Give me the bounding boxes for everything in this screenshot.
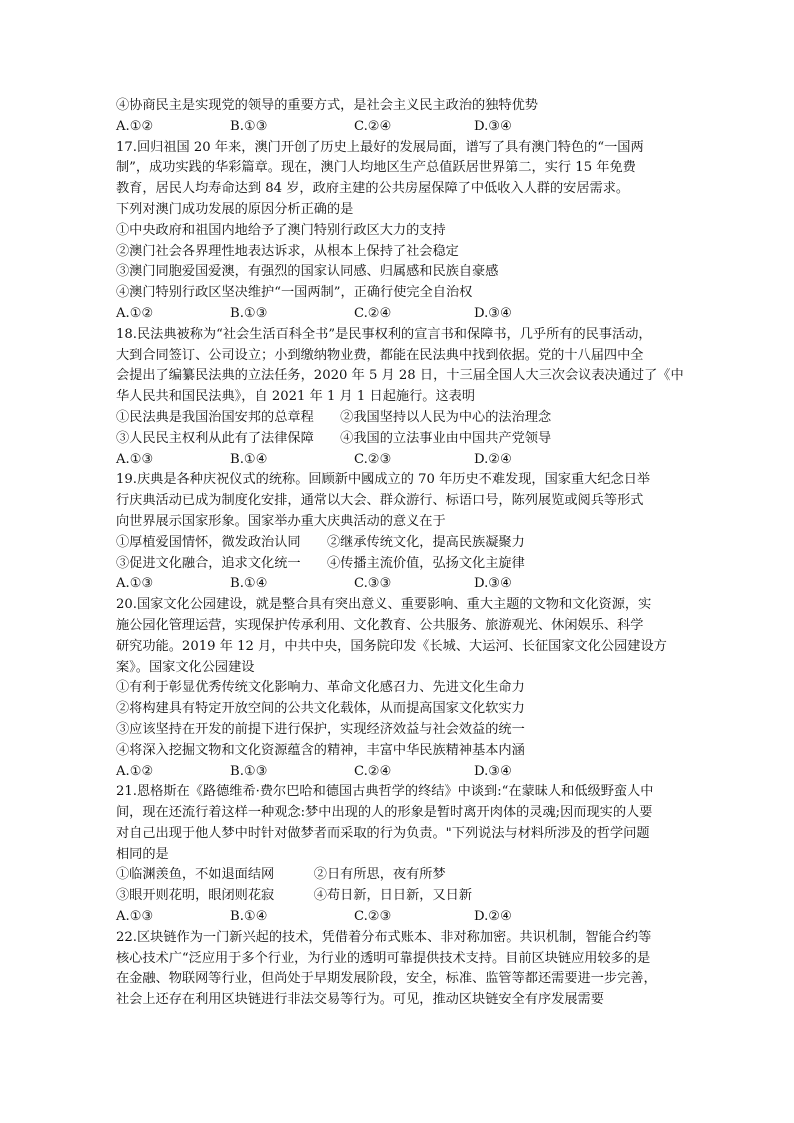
text-line: ③眼开则花明，眼闭则花寂 ④苟日新，日日新，又日新 — [116, 888, 473, 904]
text-line: 华人民共和国民法典》，自 2021 年 1 月 1 日起施行。这表明 — [116, 389, 476, 405]
text-line: 向世界展示国家形象。国家举办重大庆典活动的意义在于 — [116, 513, 446, 529]
text-line: 在金融、物联网等行业，但尚处于早期发展阶段，安全，标准、监管等都还需要进一步完善， — [116, 971, 657, 987]
answer-options — [116, 574, 684, 595]
text-line: ②澳门社会各界理性地表达诉求，从根本上保持了社会稳定 — [116, 243, 459, 259]
answer-option: A.①② — [116, 305, 154, 321]
text-line: 22.区块链作为一门新兴起的技术，凭借着分布式账本、非对称加密。共识机制，智能合约等 — [116, 929, 652, 945]
text-line: ①民法典是我国治国安邦的总章程 ②我国坚持以人民为中心的法治理念 — [116, 409, 552, 425]
text-line: ③应该坚持在开发的前提下进行保护，实现经济效益与社会效益的统一 — [116, 721, 525, 737]
answer-options — [116, 907, 684, 928]
text-line: ①有利于彰显优秀传统文化影响力、革命文化感召力、先进文化生命力 — [116, 680, 525, 696]
text-line: ②将构建具有特定开放空间的公共文化载体，从而提高国家文化软实力 — [116, 701, 525, 717]
answer-option: D.③④ — [474, 118, 512, 134]
text-line: 核心技术广“泛应用于多个行业，为行业的透明可靠提供技术支持。目前区块链应用较多的是 — [116, 950, 651, 966]
text-line: ①临渊羡鱼，不如退面结网 ②日有所思，夜有所梦 — [116, 867, 446, 883]
answer-option: C.②④ — [354, 763, 392, 779]
text-line: 社会上还存在利用区块链进行非法交易等行为。可见，推动区块链安全有序发展需要 — [116, 992, 604, 1008]
answer-option: D.②④ — [474, 909, 512, 925]
text-line: 下列对澳门成功发展的原因分析正确的是 — [116, 201, 354, 217]
answer-option: C.②④ — [354, 118, 392, 134]
text-line: 教育，居民人均寿命达到 84 岁，政府主建的公共房屋保障了中低收入人群的安居需求。 — [116, 181, 630, 197]
text-line: 施公园化管理运营，实现保护传承利用、文化教育、公共服务、旅游观光、休闲娱乐、科学 — [116, 617, 644, 633]
text-line: ③促进文化融合，追求文化统一 ④传播主流价值，弘扬文化主旋律 — [116, 555, 525, 571]
text-line: 制”，成功实践的华彩篇章。现在，澳门人均地区生产总值跃居世界第二，实行 15 年免费 — [116, 160, 636, 176]
answer-option: C.②③ — [354, 909, 392, 925]
answer-options — [116, 450, 684, 471]
answer-option: B.①③ — [230, 305, 268, 321]
answer-option: C.②③ — [354, 451, 392, 467]
text-line: 案》。国家文化公园建设 — [116, 659, 255, 675]
text-line: 17.回归祖国 20 年来，澳门开创了历史上最好的发展局面，谱写了具有澳门特色的“一国两 — [116, 139, 644, 155]
text-line: ④协商民主是实现党的领导的重要方式，是社会主义民主政治的独特优势 — [116, 98, 538, 113]
text-line: ①中央政府和祖国内地给予了澳门特别行政区大力的支持 — [116, 222, 446, 238]
text-line: ③人民民主权利从此有了法律保障 ④我国的立法事业由中国共产党领导 — [116, 430, 552, 446]
answer-option: B.①③ — [230, 118, 268, 134]
text-line: 对自己出现于他人梦中时针对做梦者而采取的行为负责。"下列说法与材料所涉及的哲学问题 — [116, 825, 650, 841]
answer-option: D.③④ — [474, 763, 512, 779]
answer-option: B.①④ — [230, 451, 268, 467]
answer-option: A.①② — [116, 763, 154, 779]
answer-options — [116, 117, 684, 138]
answer-options — [116, 762, 684, 783]
answer-option: A.①③ — [116, 909, 154, 925]
text-line: 18.民法典被称为“社会生活百科全书”是民事权利的宣言书和保障书，几乎所有的民事活动， — [116, 326, 652, 342]
answer-option: A.①② — [116, 118, 154, 134]
answer-option: D.②④ — [474, 451, 512, 467]
answer-option: B.①④ — [230, 576, 268, 592]
answer-options — [116, 304, 684, 325]
text-line: 大到合同签订、公司设立；小到缴纳物业费，都能在民法典中找到依据。党的十八届四中全 — [116, 347, 644, 363]
exam-page — [116, 96, 684, 1011]
answer-option: B.①④ — [230, 909, 268, 925]
answer-option: C.②④ — [354, 305, 392, 321]
text-line: 20.国家文化公园建设，就是整合具有突出意义、重要影响、重大主题的文物和文化资源，实 — [116, 597, 652, 613]
text-line: 间，现在还流行着这样一种观念:梦中出现的人的形象是暂时离开肉体的灵魂;因而现实的人要 — [116, 805, 653, 821]
answer-option: D.③④ — [474, 305, 512, 321]
text-line: 研究功能。2019 年 12 月，中共中央，国务院印发《长城、大运河、长征国家文化公园建设方 — [116, 638, 667, 654]
answer-option: A.①③ — [116, 451, 154, 467]
text-line: ①厚植爱国情怀，微发政治认同 ②继承传统文化，提高民族凝聚力 — [116, 534, 525, 550]
text-line: 行庆典活动已成为制度化安排，通常以大会、群众游行、标语口号，陈列展览或阅兵等形式 — [116, 493, 644, 509]
text-line: ④澳门特别行政区坚决维护“一国两制”，正确行使完全自治权 — [116, 285, 473, 301]
text-line: 21.恩格斯在《路德维希·费尔巴哈和德国古典哲学的终结》中谈到:“在蒙昧人和低级野蛮人中 — [116, 784, 654, 800]
answer-option: D.③④ — [474, 576, 512, 592]
text-line: 相同的是 — [116, 846, 169, 862]
text-line: ③澳门同胞爱国爱澳，有强烈的国家认同感、归属感和民族自豪感 — [116, 264, 499, 280]
text-line: 19.庆典是各种庆祝仪式的统称。回顾新中國成立的 70 年历史不难发现，国家重大纪念日举 — [116, 472, 651, 488]
text-line: ④将深入挖掘文物和文化资源蕴含的精神，丰富中华民族精神基本内涵 — [116, 742, 525, 758]
answer-option: C.③③ — [354, 576, 392, 592]
answer-option: A.①③ — [116, 576, 154, 592]
text-line: 会提出了编纂民法典的立法任务，2020 年 5 月 28 日，十三届全国人大三次会议表决通过了《中 — [116, 368, 684, 384]
answer-option: B.①③ — [230, 763, 268, 779]
